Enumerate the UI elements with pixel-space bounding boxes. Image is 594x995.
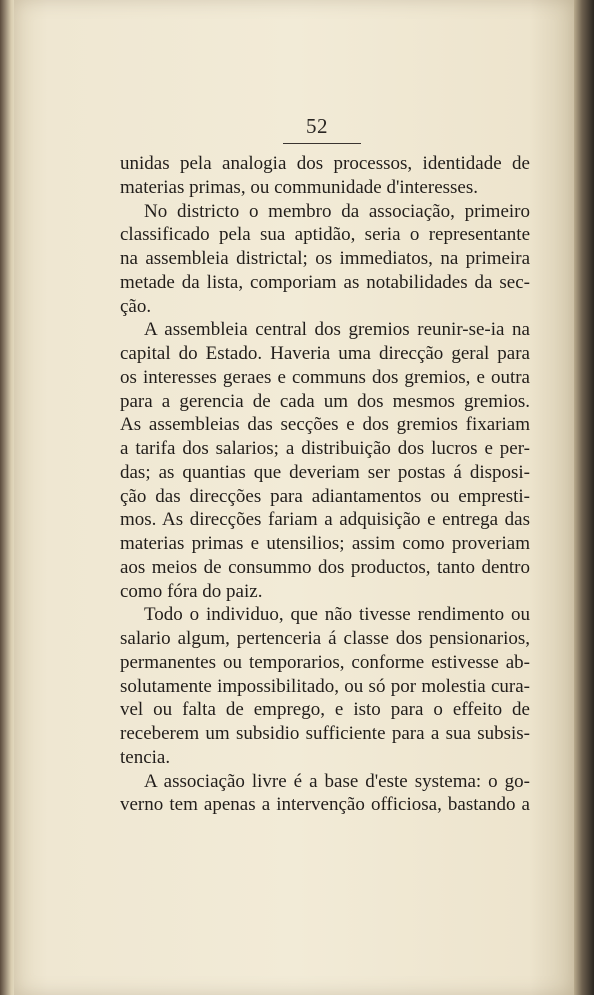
text-line: capital do Estado. Haveria uma direcção geral para [120, 343, 530, 364]
text-line: receberem um subsidio sufficiente para a sua subsis- [120, 723, 530, 744]
text-line: salario algum, pertenceria á classe dos pensionarios, [120, 628, 530, 649]
header-rule [283, 143, 361, 144]
text-line: verno tem apenas a intervenção officiosa, bastando a [120, 794, 530, 816]
text-line: metade da lista, comporiam as notabilidades da sec- [120, 271, 530, 293]
page-number: 52 [306, 114, 328, 138]
text-line: os interesses geraes e communs dos gremios, e outra [120, 366, 530, 388]
text-line: Todo o individuo, que não tivesse rendimento ou [144, 604, 530, 626]
text-line: mos. As direcções fariam a adquisição e entrega das [120, 509, 530, 531]
text-line: solutamente impossibilitado, ou só por molestia cura- [120, 675, 530, 697]
text-line: vel ou falta de emprego, e isto para o effeito de [120, 699, 530, 721]
body-text [120, 152, 530, 817]
text-line: No districto o membro da associação, primeiro [144, 200, 530, 222]
text-line: tencia. [120, 746, 171, 768]
text-line: materias primas e utensilios; assim como proveriam [120, 533, 530, 554]
text-line: a tarifa dos salarios; a distribuição dos lucros e per- [120, 438, 530, 459]
text-line: A associação livre é a base d'este systema: o go- [144, 770, 530, 792]
text-line: como fóra do paiz. [120, 580, 263, 602]
text-line: classificado pela sua aptidão, seria o representante [120, 224, 530, 246]
text-line: As assembleias das secções e dos gremios fixariam [120, 414, 530, 436]
page-edge-shadow [574, 0, 594, 995]
text-line: unidas pela analogia dos processos, identidade de [120, 153, 530, 174]
text-line: para a gerencia de cada um dos mesmos gremios. [120, 390, 530, 412]
text-line: das; as quantias que deveriam ser postas á disposi- [120, 461, 530, 483]
text-line: ção. [120, 295, 152, 317]
text-line: A assembleia central dos gremios reunir-se-ia na [144, 319, 530, 341]
text-line: permanentes ou temporarios, conforme estivesse ab- [120, 651, 530, 673]
text-line: ção das direcções para adiantamentos ou empresti- [120, 485, 530, 507]
text-line: na assembleia districtal; os immediatos, na primeira [120, 248, 530, 269]
text-line: aos meios de consummo dos productos, tanto dentro [120, 556, 530, 578]
text-line: materias primas, ou communidade d'interesses. [120, 176, 478, 198]
